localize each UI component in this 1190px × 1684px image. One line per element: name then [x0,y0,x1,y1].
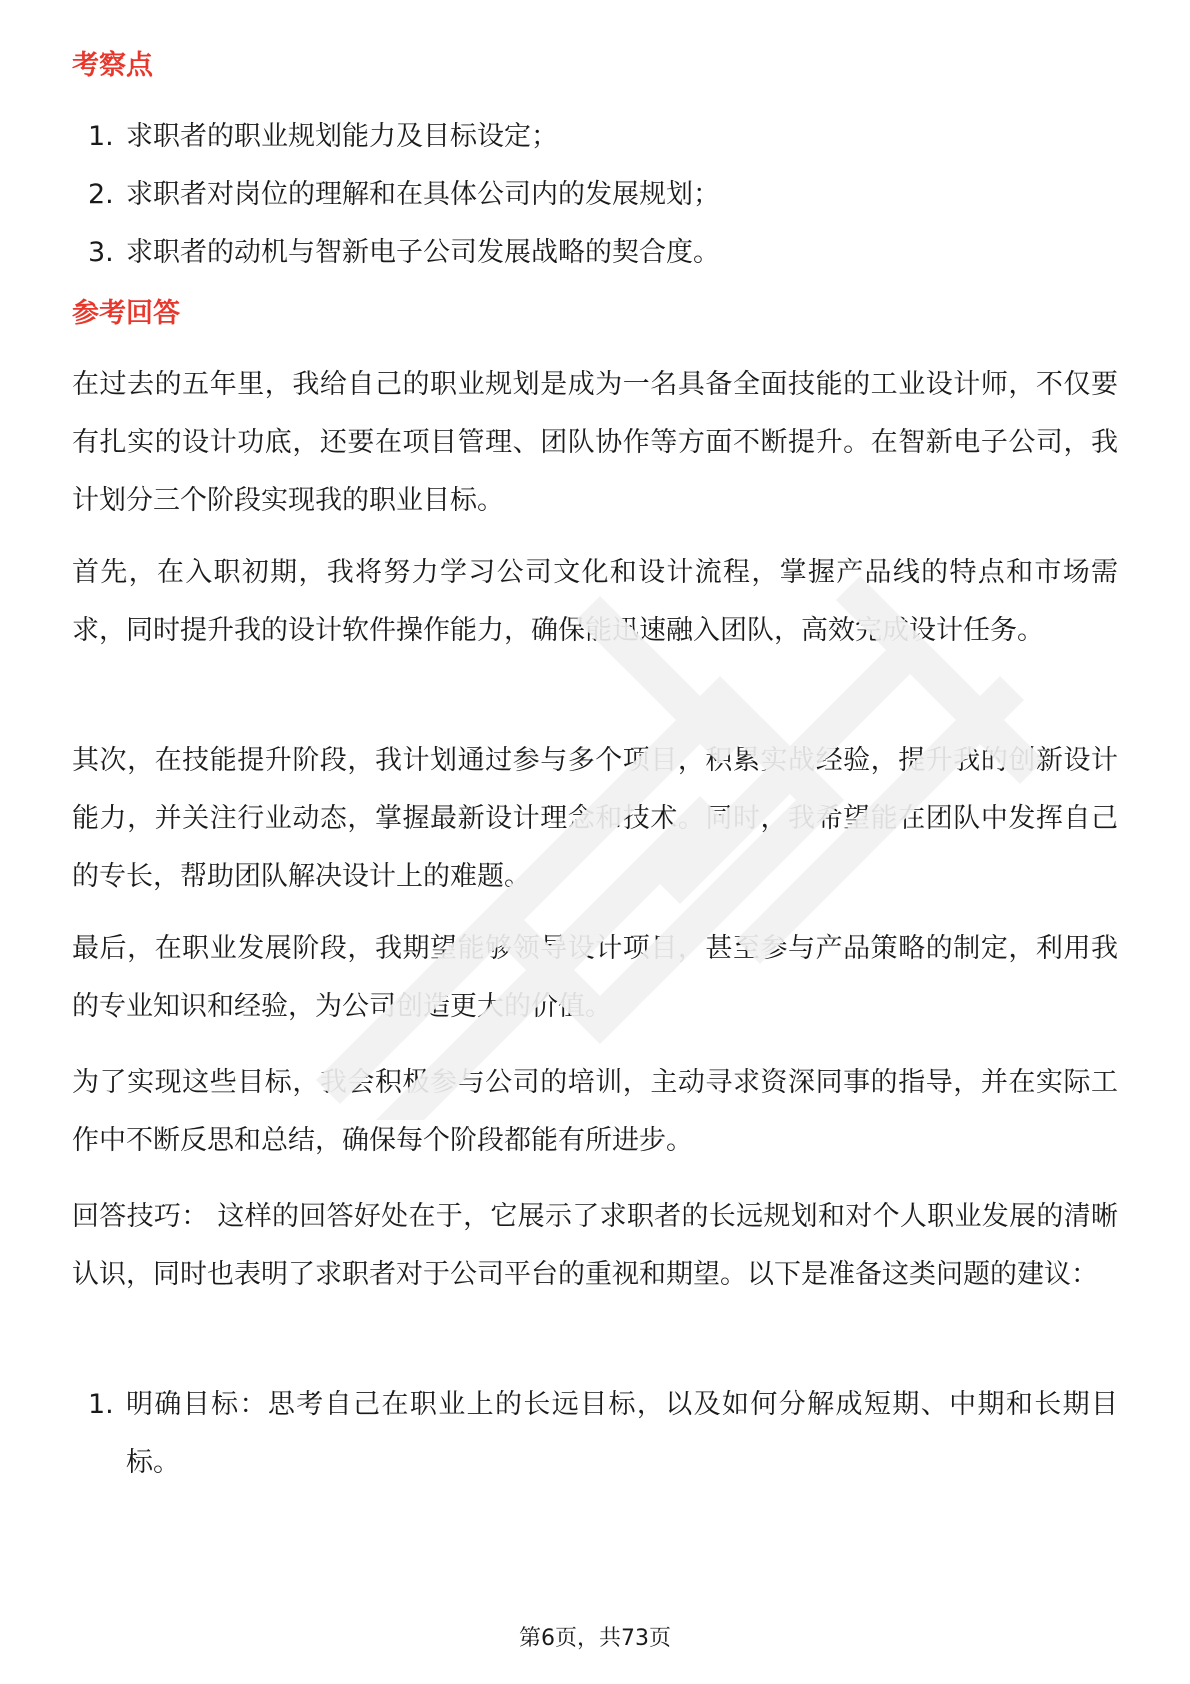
answer-heading: 参考回答 [72,298,180,329]
list-number: 3. [88,237,114,268]
answer-tips-paragraph: 回答技巧： 这样的回答好处在于，它展示了求职者的长远规划和对个人职业发展的清晰认识，同时也表明了求职者对于公司平台的重视和期望。以下是准备这类问题的建议： [72,1201,1118,1290]
list-item [72,166,1118,224]
page-number-footer: 第6页，共73页 [519,1626,671,1651]
list-item-text: 明确目标：思考自己在职业上的长远目标，以及如何分解成短期、中期和长期目标。 [126,1389,1118,1478]
list-item [72,1376,1118,1492]
list-item [72,224,1118,282]
observation-heading: 考察点 [72,50,153,81]
observation-list [72,108,1118,282]
answer-paragraph: 为了实现这些目标，我会积极参与公司的培训，主动寻求资深同事的指导，并在实际工作中不断反思和总结，确保每个阶段都能有所进步。 [72,1067,1118,1156]
list-number: 1. [88,1389,114,1420]
answer-paragraph: 最后，在职业发展阶段，我期望能够领导设计项目，甚至参与产品策略的制定，利用我的专业知识和经验，为公司创造更大的价值。 [72,933,1118,1022]
list-number: 1. [88,121,114,152]
list-item [72,108,1118,166]
tips-list [72,1376,1118,1492]
list-item-text: 求职者对岗位的理解和在具体公司内的发展规划； [126,179,720,210]
answer-paragraph: 其次，在技能提升阶段，我计划通过参与多个项目，积累实战经验，提升我的创新设计能力，并关注行业动态，掌握最新设计理念和技术。同时，我希望能在团队中发挥自己的专长，帮助团队解决设计上的难题。 [72,745,1118,892]
answer-paragraph: 首先，在入职初期，我将努力学习公司文化和设计流程，掌握产品线的特点和市场需求，同时提升我的设计软件操作能力，确保能迅速融入团队，高效完成设计任务。 [72,557,1118,646]
answer-paragraph: 在过去的五年里，我给自己的职业规划是成为一名具备全面技能的工业设计师，不仅要有扎实的设计功底，还要在项目管理、团队协作等方面不断提升。在智新电子公司，我计划分三个阶段实现我的职业目标。 [72,369,1118,516]
list-item-text: 求职者的职业规划能力及目标设定； [126,121,558,152]
list-item-text: 求职者的动机与智新电子公司发展战略的契合度。 [126,237,720,268]
list-number: 2. [88,179,114,210]
